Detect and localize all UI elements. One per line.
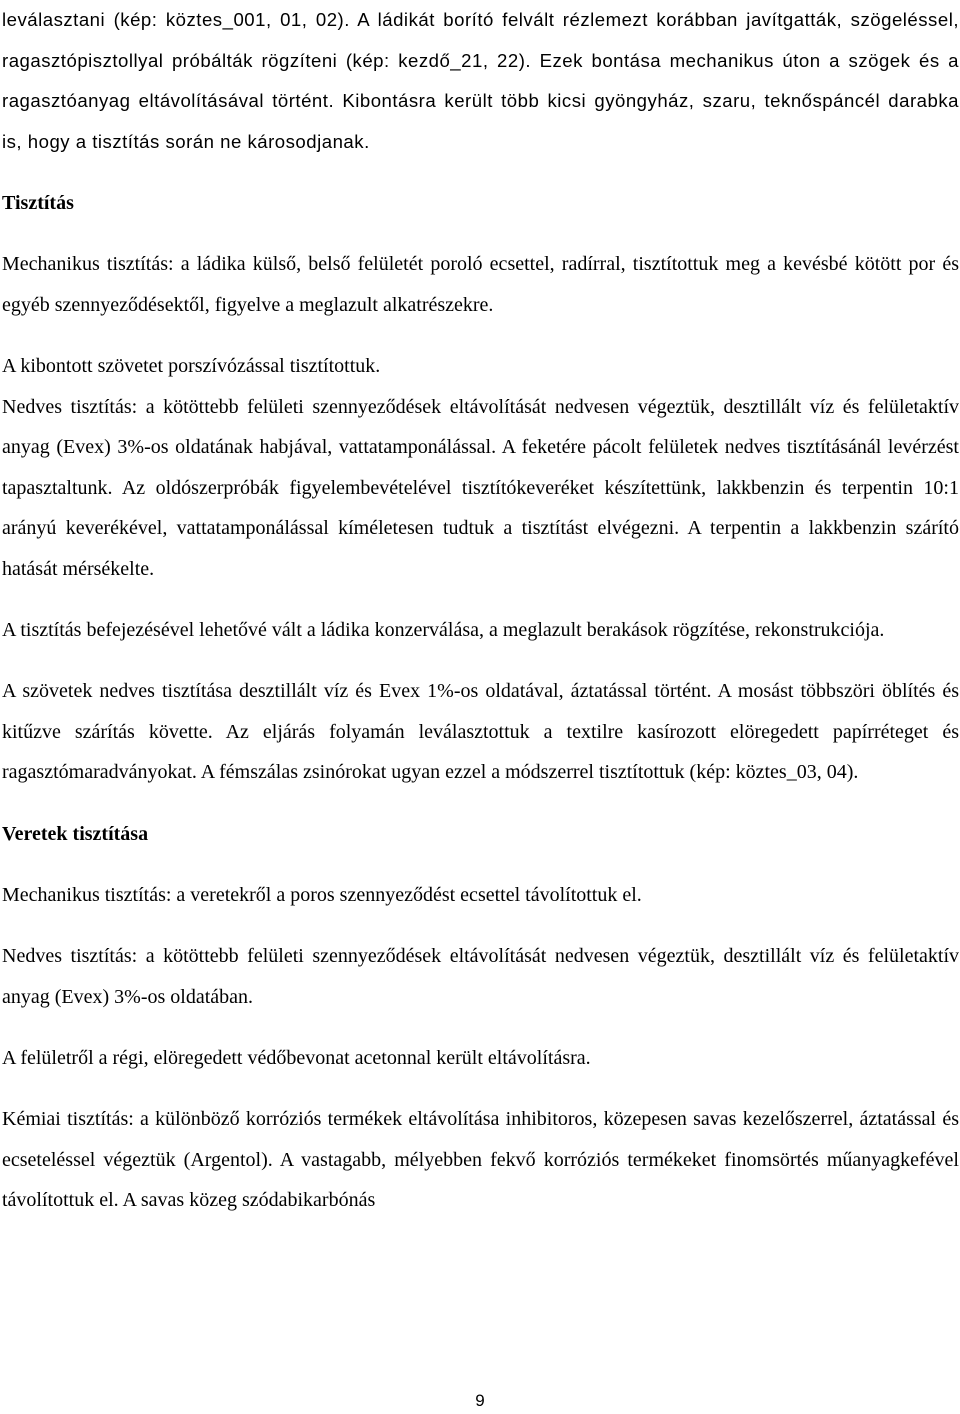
section-heading-tisztitas: Tisztítás — [2, 191, 74, 214]
paragraph-mechanikus: Mechanikus tisztítás: a ládika külső, belső felületét poroló ecsettel, radírral, tisztítottuk meg a kevésbé kötött por és egyéb szennyeződésektől, figyelve a meglazult alkatrészekre. — [2, 253, 959, 316]
section-heading-veretek: Veretek tisztítása — [2, 822, 149, 845]
paragraph-kemiai: Kémiai tisztítás: a különböző korróziós termékek eltávolítása inhibitoros, közepesen savas kezelőszerrel, áztatással és ecseteléssel végeztük (Argentol). A vastagabb, mélyebben fekvő korróziós termékeket finomsörtés műanyagkefével távolítottuk el. A savas közeg szódabikarbónás — [2, 1108, 959, 1212]
page-number: 9 — [475, 1391, 485, 1410]
paragraph-aceton: A felületről a régi, elöregedett védőbevonat acetonnal került eltávolításra. — [2, 1046, 591, 1069]
paragraph-szovetek: A szövetek nedves tisztítása desztillált víz és Evex 1%-os oldatával, áztatással történt. A mosást többszöri öblítés és kitűzve szárítás követte. Az eljárás folyamán leválasztottuk a textilre kasírozott elöregedett papírréteget és ragasztómaradványokat. A fémszálas zsinórokat ugyan ezzel a módszerrel tisztítottuk (kép: köztes_03, 04). — [2, 680, 959, 784]
paragraph-befejezes: A tisztítás befejezésével lehetővé vált a ládika konzerválása, a meglazult berakások rögzítése, rekonstrukciója. — [2, 619, 885, 642]
paragraph-intro-sans-part: leválasztani (kép: köztes_001, 01, 02). A ládikát borító felvált rézlemezt korábban javítgatták, szögeléssel, ragasztópisztollyal próbálták rögzíteni (kép: kezdő_21, 22). Ezek bontása mechanikus úton a szögek és a ragasztóanyag eltávolításával történt. Kibontásra került több kicsi gyöngyház, szaru, teknőspáncél darabka is, hogy a tisztítás során ne károsodjanak. — [2, 9, 959, 152]
paragraph-intro — [2, 0, 959, 162]
paragraph-porszivozas: A kibontott szövetet porszívózással tisztítottuk. — [2, 354, 381, 377]
document-body — [2, 0, 959, 1221]
paragraph-veretek-nedves: Nedves tisztítás: a kötöttebb felületi szennyeződések eltávolítását nedvesen végeztük, desztillált víz és felületaktív anyag (Evex) 3%-os oldatában. — [2, 945, 959, 1008]
paragraph-veretek-mechanikus: Mechanikus tisztítás: a veretekről a poros szennyeződést ecsettel távolítottuk el. — [2, 883, 642, 906]
paragraph-nedves: Nedves tisztítás: a kötöttebb felületi szennyeződések eltávolítását nedvesen végeztük, desztillált víz és felületaktív anyag (Evex) 3%-os oldatának habjával, vattatamponálással. A feketére pácolt felületek nedves tisztításánál levérzést tapasztaltunk. Az oldószerpróbák figyelembevételével tisztítókeveréket készítettünk, lakkbenzin és terpentin 10:1 arányú keverékével, vattatamponálással kíméletesen tudtuk a tisztítást elvégezni. A terpentin a lakkbenzin szárító hatását mérsékelte. — [2, 395, 959, 580]
